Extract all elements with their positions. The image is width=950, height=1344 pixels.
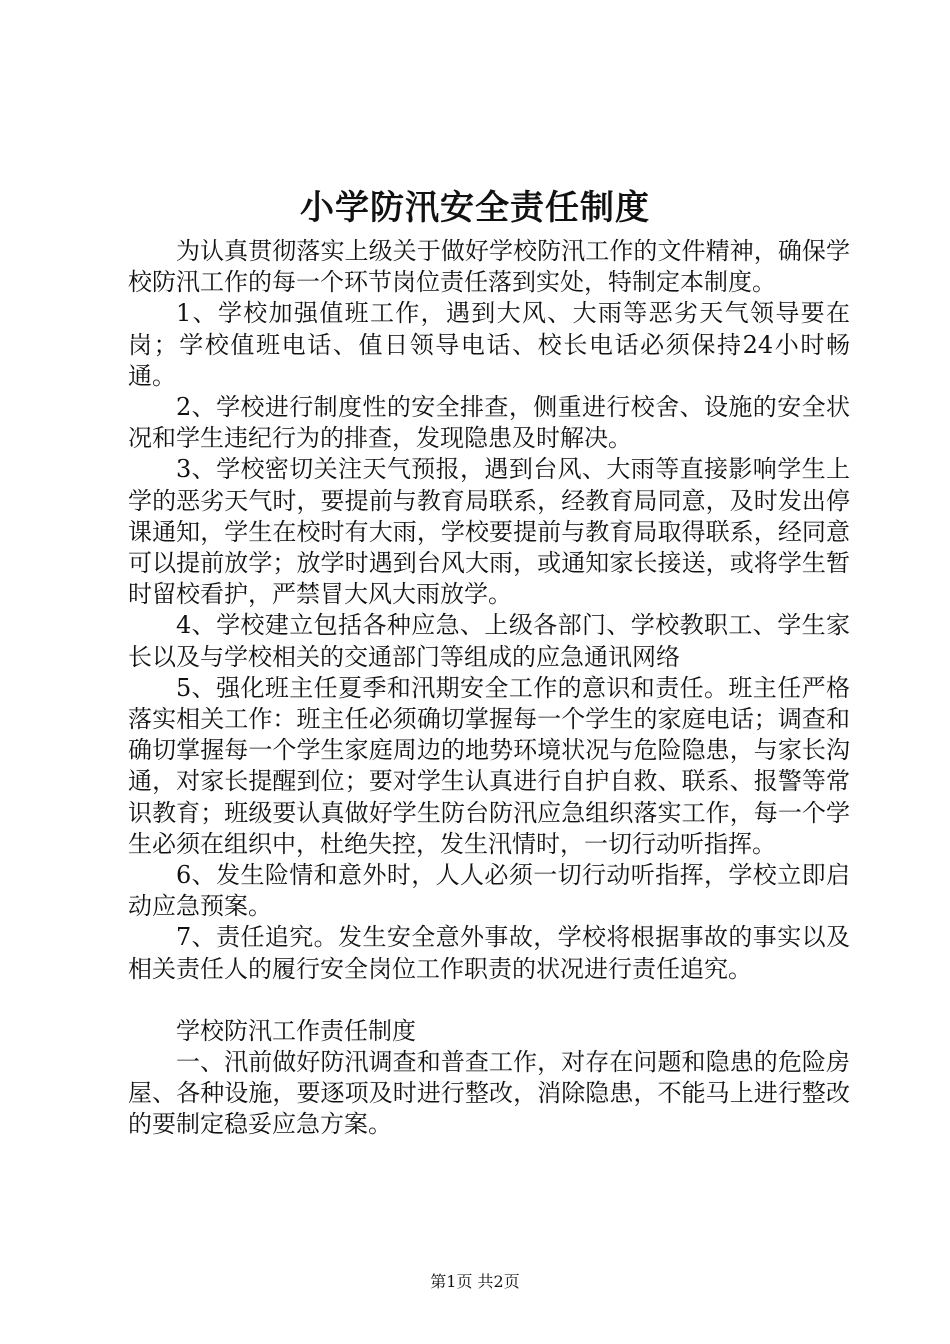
page-number: 第1页 共2页 [430, 1272, 520, 1291]
section-paragraph-1: 一、汛前做好防汛调查和普查工作，对存在问题和隐患的危险房屋、各种设施，要逐项及时进行整改，消除隐患，不能马上进行整改的要制定稳妥应急方案。 [128, 1048, 850, 1139]
rule-paragraph-2: 2、学校进行制度性的安全排查，侧重进行校舍、设施的安全状况和学生违纪行为的排查，发现隐患及时解决。 [128, 393, 850, 453]
rule-paragraph-4: 4、学校建立包括各种应急、上级各部门、学校教职工、学生家长以及与学校相关的交通部门等组成的应急通讯网络 [128, 611, 850, 671]
rule-paragraph-7: 7、责任追究。发生安全意外事故，学校将根据事故的事实以及相关责任人的履行安全岗位工作职责的状况进行责任追究。 [128, 923, 850, 983]
document-body [128, 236, 850, 1141]
intro-paragraph: 为认真贯彻落实上级关于做好学校防汛工作的文件精神，确保学校防汛工作的每一个环节岗位责任落到实处，特制定本制度。 [128, 237, 850, 297]
section-heading: 学校防汛工作责任制度 [176, 1016, 416, 1045]
document-title: 小学防汛安全责任制度 [300, 188, 650, 228]
rule-paragraph-6: 6、发生险情和意外时，人人必须一切行动听指挥，学校立即启动应急预案。 [128, 861, 850, 921]
rule-paragraph-1: 1、学校加强值班工作，遇到大风、大雨等恶劣天气领导要在岗；学校值班电话、值日领导电话、校长电话必须保持24小时畅通。 [128, 299, 850, 390]
rule-paragraph-5: 5、强化班主任夏季和汛期安全工作的意识和责任。班主任严格落实相关工作：班主任必须确切掌握每一个学生的家庭电话；调查和确切掌握每一个学生家庭周边的地势环境状况与危险隐患，与家长沟通，对家长提醒到位；要对学生认真进行自护自救、联系、报警等常识教育；班级要认真做好学生防台防汛应急组织落实工作，每一个学生必须在组织中，杜绝失控，发生汛情时，一切行动听指挥。 [128, 673, 850, 858]
rule-paragraph-3: 3、学校密切关注天气预报，遇到台风、大雨等直接影响学生上学的恶劣天气时，要提前与教育局联系，经教育局同意，及时发出停课通知，学生在校时有大雨，学校要提前与教育局取得联系，经同意可以提前放学；放学时遇到台风大雨，或通知家长接送，或将学生暂时留校看护，严禁冒大风大雨放学。 [128, 455, 850, 609]
